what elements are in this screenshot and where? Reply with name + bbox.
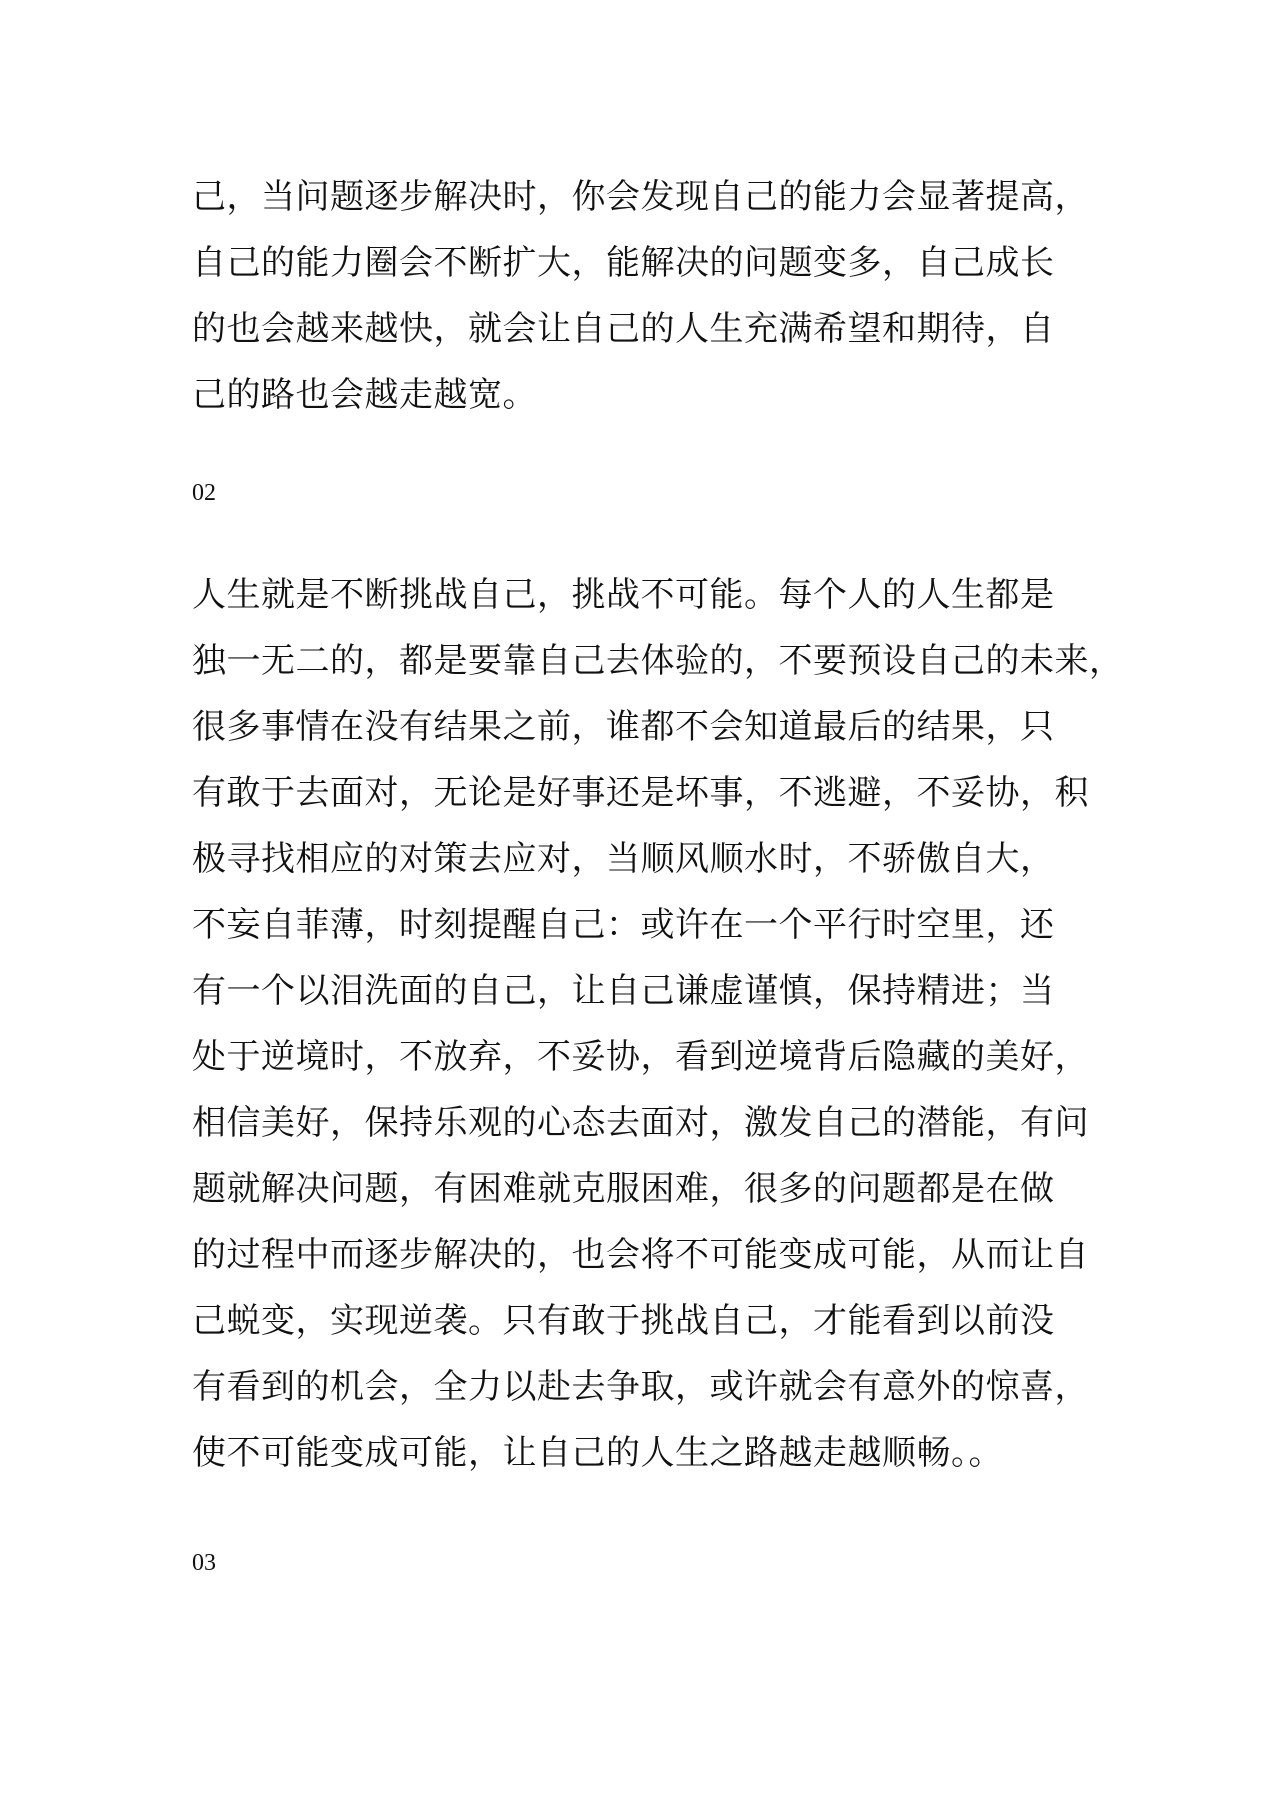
paragraph-line: 自己的能力圈会不断扩大，能解决的问题变多，自己成长 xyxy=(192,243,1055,283)
paragraph-line: 题就解决问题，有困难就克服困难，很多的问题都是在做 xyxy=(192,1169,1055,1209)
paragraph-line: 有一个以泪洗面的自己，让自己谦虚谨慎，保持精进；当 xyxy=(192,971,1055,1011)
paragraph-line: 有敢于去面对，无论是好事还是坏事，不逃避，不妥协，积 xyxy=(192,773,1089,813)
paragraph-line: 己蜕变，实现逆袭。只有敢于挑战自己，才能看到以前没 xyxy=(192,1301,1055,1341)
paragraph-1 xyxy=(192,164,1092,428)
paragraph-line: 极寻找相应的对策去应对，当顺风顺水时，不骄傲自大， xyxy=(192,839,1055,879)
paragraph-line: 己，当问题逐步解决时，你会发现自己的能力会显著提高， xyxy=(192,177,1089,217)
paragraph-line: 不妄自菲薄，时刻提醒自己：或许在一个平行时空里，还 xyxy=(192,905,1055,945)
paragraph-2 xyxy=(192,562,1124,1486)
paragraph-line: 处于逆境时，不放弃，不妥协，看到逆境背后隐藏的美好， xyxy=(192,1037,1089,1077)
paragraph-line: 相信美好，保持乐观的心态去面对，激发自己的潜能，有问 xyxy=(192,1103,1089,1143)
paragraph-line: 独一无二的，都是要靠自己去体验的，不要预设自己的未来， xyxy=(192,641,1124,681)
section-number-03: 03 xyxy=(192,1550,216,1576)
paragraph-line: 的也会越来越快，就会让自己的人生充满希望和期待，自 xyxy=(192,309,1055,349)
paragraph-line: 很多事情在没有结果之前，谁都不会知道最后的结果，只 xyxy=(192,707,1055,747)
paragraph-line: 人生就是不断挑战自己，挑战不可能。每个人的人生都是 xyxy=(192,575,1055,615)
section-number-02: 02 xyxy=(192,480,216,506)
paragraph-line: 己的路也会越走越宽。 xyxy=(192,375,537,415)
paragraph-line: 有看到的机会，全力以赴去争取，或许就会有意外的惊喜， xyxy=(192,1367,1089,1407)
paragraph-line: 使不可能变成可能，让自己的人生之路越走越顺畅。。 xyxy=(192,1433,1003,1473)
paragraph-line: 的过程中而逐步解决的，也会将不可能变成可能，从而让自 xyxy=(192,1235,1089,1275)
